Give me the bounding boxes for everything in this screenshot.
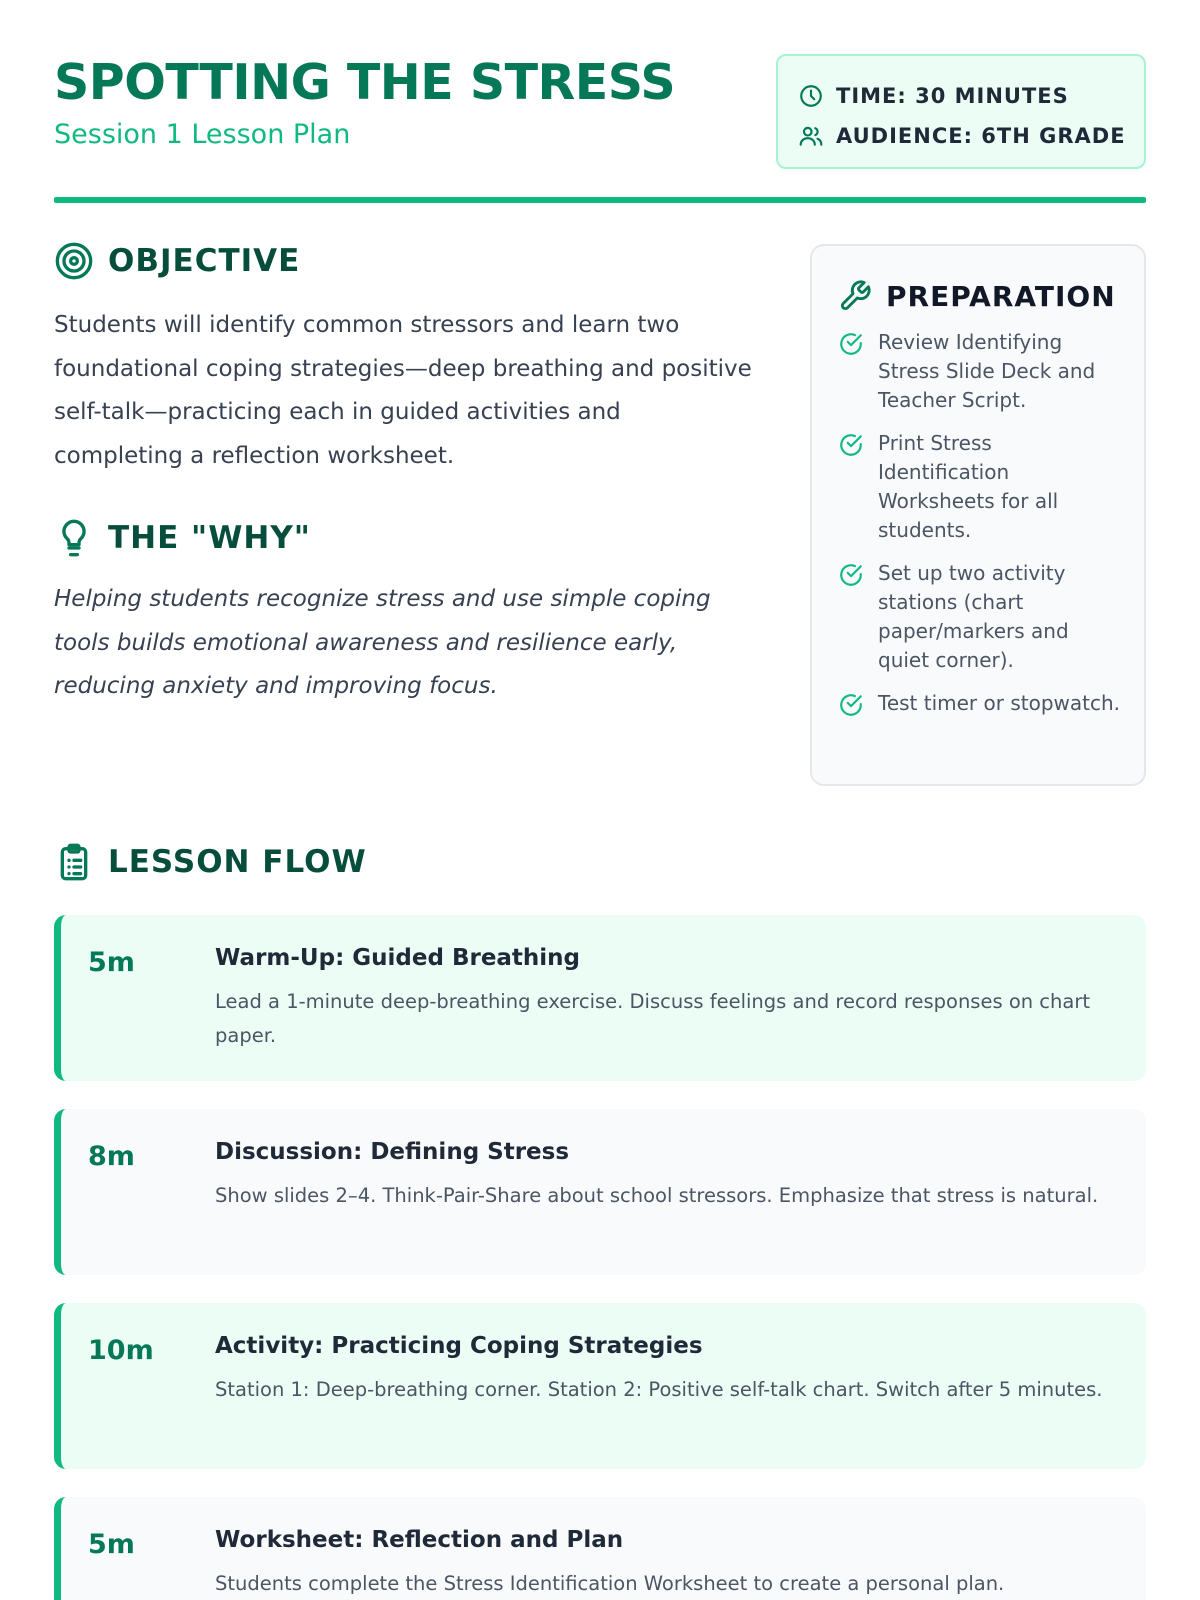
lesson-meta-box <box>776 54 1146 169</box>
step-title: Discussion: Defining Stress <box>215 1139 570 1165</box>
step-title: Warm-Up: Guided Breathing <box>215 945 581 971</box>
audience-row <box>798 116 1124 156</box>
step-description: Show slides 2–4. Think-Pair-Share about school stressors. Emphasize that stress is natural. <box>215 1184 1099 1207</box>
step-description: Lead a 1-minute deep-breathing exercise. Discuss feelings and record responses on chart paper. <box>215 990 1090 1047</box>
preparation-heading-label: PREPARATION <box>886 279 1116 313</box>
why-heading <box>54 516 311 560</box>
preparation-item-text: Set up two activity stations (chart paper/markers and quiet corner). <box>878 561 1069 672</box>
check-circle-icon <box>838 432 864 458</box>
step-title: Worksheet: Reflection and Plan <box>215 1527 624 1553</box>
lesson-plan-page <box>54 0 1146 1600</box>
preparation-item <box>838 328 1120 415</box>
preparation-item <box>838 559 1120 675</box>
why-heading-label: THE "WHY" <box>108 520 311 556</box>
step-duration: 10m <box>88 1335 154 1366</box>
preparation-item <box>838 429 1120 545</box>
clipboard-icon <box>54 842 94 882</box>
objective-text: Students will identify common stressors and learn two foundational coping strategies—deep breathing and positive self-talk—practicing each in guided activities and completing a reflection worksheet. <box>54 312 752 469</box>
clock-icon <box>798 83 824 109</box>
check-circle-icon <box>838 692 864 718</box>
lesson-flow-heading-label: LESSON FLOW <box>108 844 367 880</box>
target-icon <box>54 241 94 281</box>
lesson-step <box>54 1303 1146 1469</box>
step-description: Students complete the Stress Identification Worksheet to create a personal plan. <box>215 1572 1005 1595</box>
objective-heading <box>54 239 300 283</box>
preparation-heading <box>838 274 1120 318</box>
step-title: Activity: Practicing Coping Strategies <box>215 1333 703 1359</box>
check-circle-icon <box>838 562 864 588</box>
preparation-card <box>810 244 1146 786</box>
header-divider <box>54 197 1146 203</box>
preparation-item-text: Test timer or stopwatch. <box>878 691 1121 715</box>
preparation-item-text: Review Identifying Stress Slide Deck and Teacher Script. <box>878 330 1096 412</box>
preparation-item <box>838 689 1120 718</box>
why-text: Helping students recognize stress and use simple coping tools builds emotional awareness and resilience early, reducing anxiety and improving focus. <box>54 586 711 699</box>
lesson-step <box>54 1109 1146 1275</box>
lesson-flow-list <box>54 915 1146 1600</box>
step-duration: 5m <box>88 947 135 978</box>
lesson-step <box>54 915 1146 1081</box>
step-duration: 5m <box>88 1529 135 1560</box>
time-row <box>798 76 1124 116</box>
page-title: SPOTTING THE STRESS <box>54 54 676 111</box>
page-subtitle: Session 1 Lesson Plan <box>54 119 351 150</box>
preparation-list <box>838 328 1120 718</box>
users-icon <box>798 123 824 149</box>
preparation-item-text: Print Stress Identification Worksheets for all students. <box>878 431 1059 542</box>
lightbulb-icon <box>54 518 94 558</box>
step-duration: 8m <box>88 1141 135 1172</box>
objective-heading-label: OBJECTIVE <box>108 243 301 279</box>
check-circle-icon <box>838 331 864 357</box>
wrench-icon <box>838 279 872 313</box>
lesson-step <box>54 1497 1146 1600</box>
audience-label: AUDIENCE: 6TH GRADE <box>836 124 1126 148</box>
step-description: Station 1: Deep-breathing corner. Station 2: Positive self-talk chart. Switch after 5 minutes. <box>215 1378 1103 1401</box>
time-label: TIME: 30 MINUTES <box>836 84 1069 108</box>
lesson-flow-heading <box>54 840 367 884</box>
